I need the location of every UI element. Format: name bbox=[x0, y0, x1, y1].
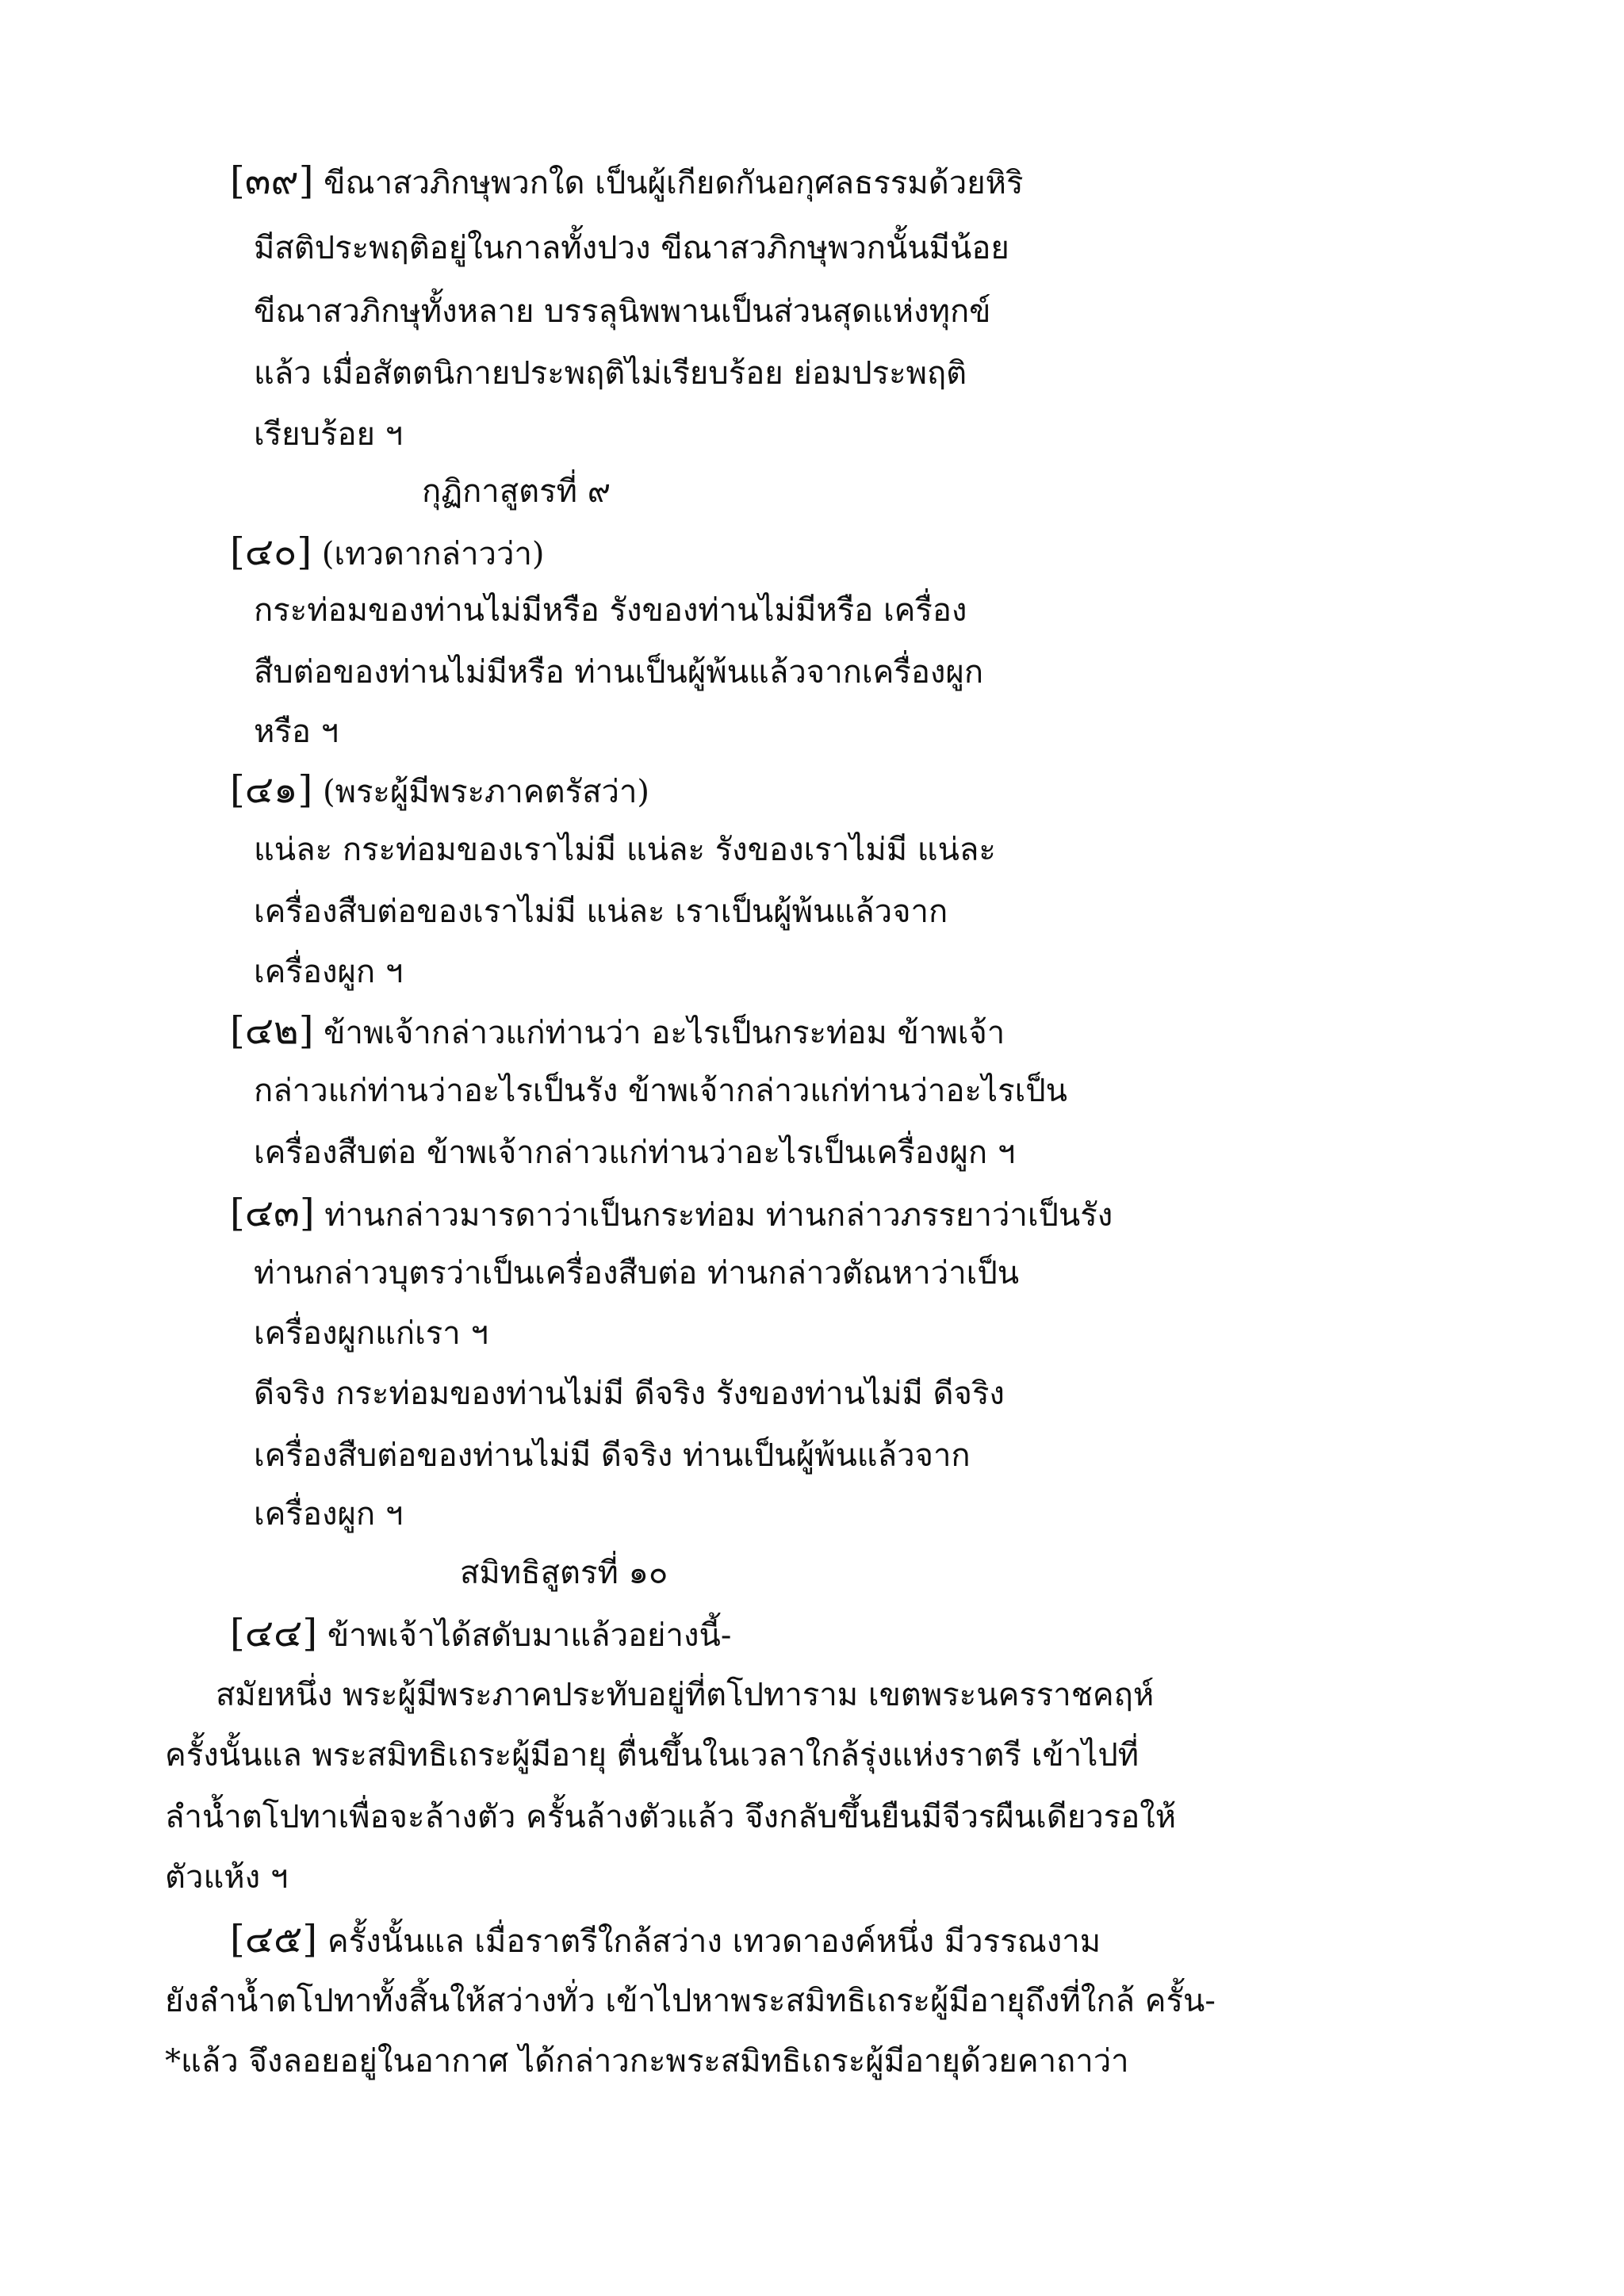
verse-42-line-2: กล่าวแก่ท่านว่าอะไรเป็นรัง ข้าพเจ้ากล่าวแก่ท่านว่าอะไรเป็น bbox=[254, 1073, 1067, 1109]
verse-number: [๔๕] bbox=[230, 1917, 318, 1961]
line-text: ข้าพเจ้ากล่าวแก่ท่านว่า อะไรเป็นกระท่อม ข้าพเจ้า bbox=[313, 1015, 1005, 1051]
sutta-heading-10: สมิทธิสูตรที่ ๑๐ bbox=[460, 1555, 668, 1591]
prose-line-5: ยังลำน้ำตโปทาทั้งสิ้นให้สว่างทั่ว เข้าไปหาพระสมิทธิเถระผู้มีอายุถึงที่ใกล้ ครั้น- bbox=[165, 1983, 1216, 2019]
line-text: ท่านกล่าวมารดาว่าเป็นกระท่อม ท่านกล่าวภรรยาว่าเป็นรัง bbox=[314, 1197, 1113, 1234]
prose-line-6: *แล้ว จึงลอยอยู่ในอากาศ ได้กล่าวกะพระสมิทธิเถระผู้มีอายุด้วยคาถาว่า bbox=[165, 2043, 1129, 2080]
verse-39-line-3: ขีณาสวภิกษุทั้งหลาย บรรลุนิพพานเป็นส่วนสุดแห่งทุกข์ bbox=[254, 293, 991, 330]
verse-43-line-5: เครื่องสืบต่อของท่านไม่มี ดีจริง ท่านเป็นผู้พ้นแล้วจาก bbox=[254, 1437, 971, 1474]
verse-41-line-2: แน่ละ กระท่อมของเราไม่มี แน่ละ รังของเราไม่มี แน่ละ bbox=[254, 832, 996, 868]
line-text: ขีณาสวภิกษุพวกใด เป็นผู้เกียดกันอกุศลธรรมด้วยหิริ bbox=[313, 165, 1024, 201]
verse-39-line-1 bbox=[230, 157, 1023, 207]
line-text: (เทวดากล่าวว่า) bbox=[312, 536, 545, 572]
verse-42-line-3: เครื่องสืบต่อ ข้าพเจ้ากล่าวแก่ท่านว่าอะไรเป็นเครื่องผูก ฯ bbox=[254, 1135, 1016, 1171]
verse-43-line-4: ดีจริง กระท่อมของท่านไม่มี ดีจริง รังของท่านไม่มี ดีจริง bbox=[254, 1376, 1005, 1412]
prose-line-3: ลำน้ำตโปทาเพื่อจะล้างตัว ครั้นล้างตัวแล้ว จึงกลับขึ้นยืนมีจีวรผืนเดียวรอให้ bbox=[165, 1799, 1177, 1835]
verse-40-line-2: กระท่อมของท่านไม่มีหรือ รังของท่านไม่มีหรือ เครื่อง bbox=[254, 592, 967, 629]
verse-41-line-3: เครื่องสืบต่อของเราไม่มี แน่ละ เราเป็นผู้พ้นแล้วจาก bbox=[254, 894, 948, 930]
verse-40-line-1 bbox=[230, 528, 545, 578]
verse-42-line-1 bbox=[230, 1007, 1005, 1057]
verse-40-line-4: หรือ ฯ bbox=[254, 714, 339, 750]
line-text: (พระผู้มีพระภาคตรัสว่า) bbox=[312, 774, 650, 810]
verse-43-line-3: เครื่องผูกแก่เรา ฯ bbox=[254, 1315, 488, 1352]
verse-39-line-2: มีสติประพฤติอยู่ในกาลทั้งปวง ขีณาสวภิกษุพวกนั้นมีน้อย bbox=[254, 230, 1009, 266]
verse-number: [๔๔] bbox=[230, 1611, 318, 1655]
line-text: ข้าพเจ้าได้สดับมาแล้วอย่างนี้- bbox=[317, 1617, 732, 1654]
prose-line-4: ตัวแห้ง ฯ bbox=[165, 1859, 289, 1896]
verse-41-line-1 bbox=[230, 766, 649, 816]
prose-line-1: สมัยหนึ่ง พระผู้มีพระภาคประทับอยู่ที่ตโปทาราม เขตพระนครราชคฤห์ bbox=[216, 1677, 1155, 1713]
verse-44-line-1 bbox=[230, 1609, 731, 1659]
verse-number: [๔๓] bbox=[230, 1191, 315, 1235]
verse-39-line-4: แล้ว เมื่อสัตตนิกายประพฤติไม่เรียบร้อย ย่อมประพฤติ bbox=[254, 355, 967, 392]
verse-45-line-1 bbox=[230, 1915, 1101, 1965]
verse-number: [๔๒] bbox=[230, 1008, 314, 1053]
line-text: ครั้งนั้นแล เมื่อราตรีใกล้สว่าง เทวดาองค์หนึ่ง มีวรรณงาม bbox=[317, 1923, 1101, 1960]
verse-number: [๔๐] bbox=[230, 530, 312, 574]
verse-41-line-4: เครื่องผูก ฯ bbox=[254, 954, 404, 990]
prose-line-2: ครั้งนั้นแล พระสมิทธิเถระผู้มีอายุ ตื่นขึ้นในเวลาใกล้รุ่งแห่งราตรี เข้าไปที่ bbox=[165, 1737, 1139, 1774]
verse-43-line-6: เครื่องผูก ฯ bbox=[254, 1496, 404, 1533]
verse-39-line-5: เรียบร้อย ฯ bbox=[254, 416, 404, 453]
sutta-heading-9: กุฏิกาสูตรที่ ๙ bbox=[422, 473, 611, 510]
verse-number: [๓๙] bbox=[230, 159, 314, 203]
verse-40-line-3: สืบต่อของท่านไม่มีหรือ ท่านเป็นผู้พ้นแล้วจากเครื่องผูก bbox=[254, 654, 984, 691]
verse-number: [๔๑] bbox=[230, 767, 313, 812]
verse-43-line-1 bbox=[230, 1189, 1113, 1239]
verse-43-line-2: ท่านกล่าวบุตรว่าเป็นเครื่องสืบต่อ ท่านกล่าวตัณหาว่าเป็น bbox=[254, 1255, 1020, 1292]
